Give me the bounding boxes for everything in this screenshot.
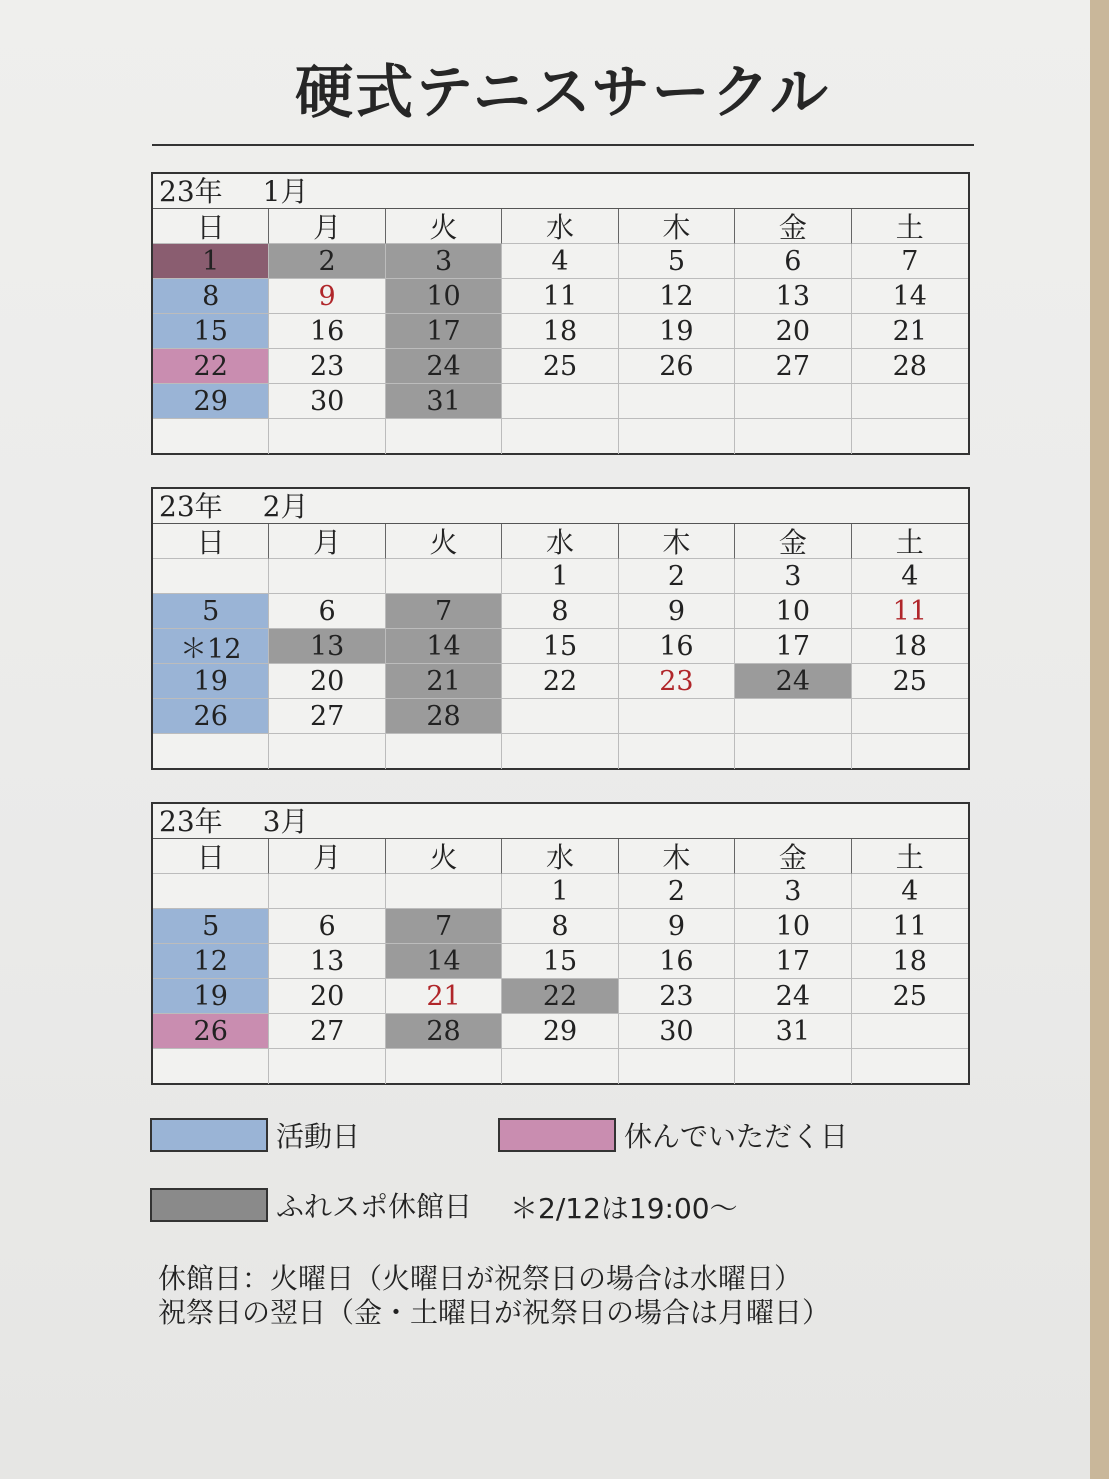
day-cell: 8: [153, 279, 269, 314]
day-cell: 29: [502, 1014, 618, 1049]
month-label: 3月: [262, 805, 309, 838]
day-cell: [502, 384, 618, 419]
day-cell: 25: [852, 664, 968, 699]
day-cell: 9: [619, 594, 735, 629]
day-cell: 26: [153, 699, 269, 734]
day-cell: 28: [386, 699, 502, 734]
day-cell: 11: [852, 909, 968, 944]
day-cell: 7: [386, 909, 502, 944]
day-cell: 4: [502, 244, 618, 279]
day-cell: 15: [502, 629, 618, 664]
day-cell: [269, 559, 385, 594]
weekday-header: 水: [502, 524, 618, 559]
weekday-header: 水: [502, 839, 618, 874]
day-cell: [619, 419, 735, 454]
weekday-header: 金: [735, 524, 851, 559]
legend-swatch-rest: [498, 1118, 616, 1152]
day-cell: [735, 384, 851, 419]
day-cell: [269, 1049, 385, 1084]
calendar-header: [153, 174, 968, 209]
weekday-header: 金: [735, 209, 851, 244]
day-cell: [502, 1049, 618, 1084]
weekday-header: 木: [619, 209, 735, 244]
day-cell: [386, 419, 502, 454]
day-cell: 23: [619, 979, 735, 1014]
year-label: 23年: [159, 490, 223, 523]
day-cell: 12: [619, 279, 735, 314]
legend-label-rest: 休んでいただく日: [624, 1120, 849, 1153]
weekday-header: 土: [852, 524, 968, 559]
day-cell: 2: [619, 874, 735, 909]
day-cell: 19: [153, 664, 269, 699]
day-cell: 16: [619, 944, 735, 979]
weekday-header: 火: [386, 524, 502, 559]
day-cell: 10: [386, 279, 502, 314]
weekday-header: 月: [269, 524, 385, 559]
day-cell: [852, 699, 968, 734]
day-cell: [852, 384, 968, 419]
year-label: 23年: [159, 175, 223, 208]
day-cell: 26: [619, 349, 735, 384]
legend-footnote: ＊2/12は19:00～: [510, 1192, 738, 1225]
day-cell: 16: [269, 314, 385, 349]
day-cell: [153, 419, 269, 454]
day-cell: [619, 384, 735, 419]
day-cell: 27: [269, 699, 385, 734]
day-cell: 6: [269, 594, 385, 629]
day-cell: [619, 734, 735, 769]
day-cell: 5: [153, 909, 269, 944]
day-cell: [153, 559, 269, 594]
day-cell: 23: [619, 664, 735, 699]
title-divider: [152, 144, 974, 146]
day-cell: 25: [852, 979, 968, 1014]
calendar-grid: [153, 209, 968, 454]
month-label: 1月: [262, 175, 309, 208]
day-cell: 11: [502, 279, 618, 314]
weekday-header: 木: [619, 524, 735, 559]
legend-swatch-closed: [150, 1188, 268, 1222]
day-cell: 30: [269, 384, 385, 419]
weekday-header: 月: [269, 209, 385, 244]
day-cell: 19: [619, 314, 735, 349]
day-cell: 23: [269, 349, 385, 384]
day-cell: 1: [502, 559, 618, 594]
day-cell: 10: [735, 594, 851, 629]
day-cell: 7: [386, 594, 502, 629]
page-title: 硬式テニスサークル: [295, 58, 830, 126]
legend-swatch-activity: [150, 1118, 268, 1152]
note-line-1: 休館日：火曜日（火曜日が祝祭日の場合は水曜日）: [158, 1262, 803, 1295]
legend-label-closed: ふれスポ休館日: [276, 1190, 473, 1223]
day-cell: [269, 419, 385, 454]
weekday-header: 火: [386, 209, 502, 244]
day-cell: 15: [153, 314, 269, 349]
day-cell: 6: [269, 909, 385, 944]
day-cell: 29: [153, 384, 269, 419]
day-cell: [502, 734, 618, 769]
day-cell: 30: [619, 1014, 735, 1049]
day-cell: [502, 699, 618, 734]
day-cell: 27: [735, 349, 851, 384]
calendar-header: [153, 804, 968, 839]
day-cell: 4: [852, 874, 968, 909]
day-cell: 8: [502, 909, 618, 944]
weekday-header: 日: [153, 209, 269, 244]
day-cell: 2: [269, 244, 385, 279]
day-cell: 13: [735, 279, 851, 314]
day-cell: 20: [269, 979, 385, 1014]
day-cell: 22: [502, 979, 618, 1014]
day-cell: [852, 1014, 968, 1049]
day-cell: [619, 1049, 735, 1084]
day-cell: [735, 1049, 851, 1084]
day-cell: 16: [619, 629, 735, 664]
day-cell: 17: [735, 629, 851, 664]
day-cell: 24: [735, 664, 851, 699]
note-line-2: 祝祭日の翌日（金・土曜日が祝祭日の場合は月曜日）: [158, 1296, 831, 1329]
day-cell: [386, 734, 502, 769]
day-cell: 21: [852, 314, 968, 349]
day-cell: 5: [619, 244, 735, 279]
day-cell: [269, 734, 385, 769]
day-cell: 24: [735, 979, 851, 1014]
day-cell: 20: [735, 314, 851, 349]
day-cell: [619, 699, 735, 734]
day-cell: [153, 874, 269, 909]
day-cell: 27: [269, 1014, 385, 1049]
day-cell: 10: [735, 909, 851, 944]
day-cell: [852, 1049, 968, 1084]
calendar-january: [151, 172, 970, 455]
day-cell: 9: [619, 909, 735, 944]
day-cell: 31: [735, 1014, 851, 1049]
day-cell: 24: [386, 349, 502, 384]
day-cell: 2: [619, 559, 735, 594]
weekday-header: 水: [502, 209, 618, 244]
day-cell: 11: [852, 594, 968, 629]
month-label: 2月: [262, 490, 309, 523]
day-cell: 6: [735, 244, 851, 279]
year-label: 23年: [159, 805, 223, 838]
day-cell: 18: [852, 944, 968, 979]
legend-label-activity: 活動日: [276, 1120, 361, 1153]
day-cell: [386, 559, 502, 594]
day-cell: 18: [852, 629, 968, 664]
weekday-header: 土: [852, 839, 968, 874]
day-cell: 20: [269, 664, 385, 699]
day-cell: 17: [735, 944, 851, 979]
day-cell: 21: [386, 979, 502, 1014]
calendar-grid: [153, 839, 968, 1084]
day-cell: [735, 419, 851, 454]
day-cell: 25: [502, 349, 618, 384]
calendar-grid: [153, 524, 968, 769]
day-cell: [735, 734, 851, 769]
day-cell: [852, 419, 968, 454]
day-cell: 3: [735, 559, 851, 594]
day-cell: [153, 1049, 269, 1084]
day-cell: 28: [852, 349, 968, 384]
weekday-header: 土: [852, 209, 968, 244]
day-cell: [386, 874, 502, 909]
day-cell: 3: [386, 244, 502, 279]
day-cell: 7: [852, 244, 968, 279]
weekday-header: 火: [386, 839, 502, 874]
day-cell: [852, 734, 968, 769]
day-cell: 14: [386, 944, 502, 979]
day-cell: [735, 699, 851, 734]
weekday-header: 日: [153, 839, 269, 874]
day-cell: 12: [153, 944, 269, 979]
weekday-header: 月: [269, 839, 385, 874]
weekday-header: 木: [619, 839, 735, 874]
day-cell: 5: [153, 594, 269, 629]
day-cell: 14: [852, 279, 968, 314]
day-cell: 14: [386, 629, 502, 664]
day-cell: ＊12: [153, 629, 269, 664]
calendar-march: [151, 802, 970, 1085]
day-cell: 1: [502, 874, 618, 909]
day-cell: 26: [153, 1014, 269, 1049]
day-cell: [502, 419, 618, 454]
day-cell: 9: [269, 279, 385, 314]
day-cell: 19: [153, 979, 269, 1014]
calendar-header: [153, 489, 968, 524]
day-cell: 28: [386, 1014, 502, 1049]
day-cell: 1: [153, 244, 269, 279]
weekday-header: 金: [735, 839, 851, 874]
day-cell: 31: [386, 384, 502, 419]
day-cell: 13: [269, 944, 385, 979]
day-cell: 8: [502, 594, 618, 629]
day-cell: 18: [502, 314, 618, 349]
day-cell: 13: [269, 629, 385, 664]
day-cell: 22: [502, 664, 618, 699]
weekday-header: 日: [153, 524, 269, 559]
calendar-february: [151, 487, 970, 770]
day-cell: 15: [502, 944, 618, 979]
day-cell: 17: [386, 314, 502, 349]
day-cell: [386, 1049, 502, 1084]
day-cell: 4: [852, 559, 968, 594]
day-cell: 22: [153, 349, 269, 384]
day-cell: [269, 874, 385, 909]
day-cell: [153, 734, 269, 769]
day-cell: 21: [386, 664, 502, 699]
day-cell: 3: [735, 874, 851, 909]
